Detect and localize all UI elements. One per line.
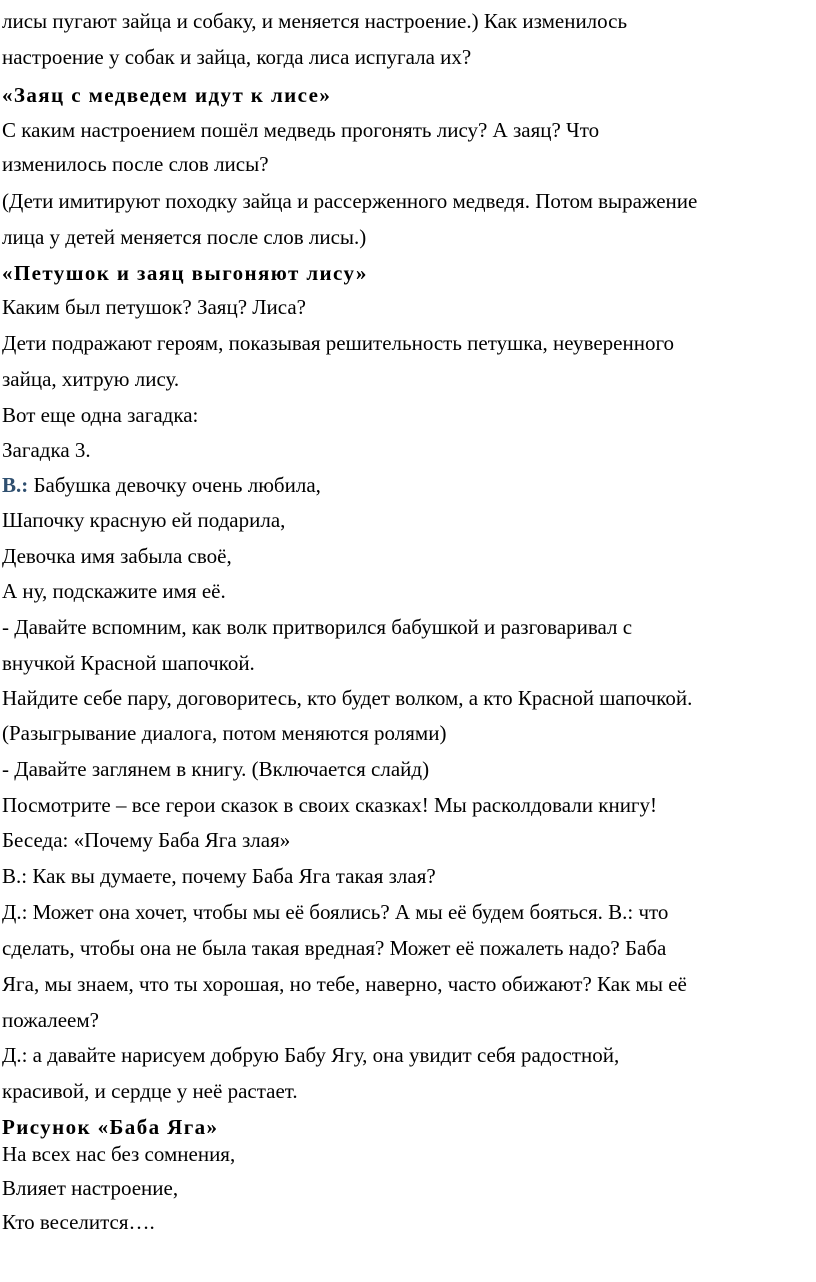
text-line: Вот еще одна загадка: <box>2 403 199 427</box>
text-line: Влияет настроение, <box>2 1176 179 1200</box>
section-heading: Рисунок «Баба Яга» <box>2 1115 219 1139</box>
text-line: На всех нас без сомнения, <box>2 1142 236 1166</box>
text-line: пожалеем? <box>2 1008 99 1032</box>
text-line: С каким настроением пошёл медведь прогонять лису? А заяц? Что <box>2 118 600 142</box>
text-line: настроение у собак и зайца, когда лиса испугала их? <box>2 45 472 69</box>
text-line: В.: Как вы думаете, почему Баба Яга такая злая? <box>2 864 436 888</box>
text-line: - Давайте вспомним, как волк притворился бабушкой и разговаривал с <box>2 615 633 639</box>
text-line: внучкой Красной шапочкой. <box>2 651 255 675</box>
text-line: Каким был петушок? Заяц? Лиса? <box>2 295 306 319</box>
text-line: лица у детей меняется после слов лисы.) <box>2 225 367 249</box>
text-line: Шапочку красную ей подарила, <box>2 508 286 532</box>
speaker-text: Бабушка девочку очень любила, <box>28 473 321 497</box>
text-line: А ну, подскажите имя её. <box>2 579 226 603</box>
text-line: Загадка 3. <box>2 438 91 462</box>
text-line: (Дети имитируют походку зайца и рассерженного медведя. Потом выражение <box>2 189 698 213</box>
text-line: - Давайте заглянем в книгу. (Включается слайд) <box>2 757 430 781</box>
section-heading: «Петушок и заяц выгоняют лису» <box>2 261 368 285</box>
text-line: Д.: а давайте нарисуем добрую Бабу Ягу, она увидит себя радостной, <box>2 1043 620 1067</box>
text-line: Дети подражают героям, показывая решительность петушка, неуверенного <box>2 331 675 355</box>
text-line: сделать, чтобы она не была такая вредная? Может её пожалеть надо? Баба <box>2 936 667 960</box>
text-line: Беседа: «Почему Баба Яга злая» <box>2 828 291 852</box>
text-line: красивой, и сердце у неё растает. <box>2 1079 298 1103</box>
text-line: (Разыгрывание диалога, потом меняются ролями) <box>2 721 447 745</box>
text-line: Яга, мы знаем, что ты хорошая, но тебе, наверно, часто обижают? Как мы её <box>2 972 687 996</box>
speaker-line <box>2 472 321 498</box>
text-line: Девочка имя забыла своё, <box>2 544 232 568</box>
text-line: лисы пугают зайца и собаку, и меняется настроение.) Как изменилось <box>2 9 628 33</box>
text-line: Посмотрите – все герои сказок в своих сказках! Мы расколдовали книгу! <box>2 793 658 817</box>
text-line: Найдите себе пару, договоритесь, кто будет волком, а кто Красной шапочкой. <box>2 686 693 710</box>
text-line: изменилось после слов лисы? <box>2 152 269 176</box>
section-heading: «Заяц с медведем идут к лисе» <box>2 83 332 107</box>
text-line: зайца, хитрую лису. <box>2 367 180 391</box>
text-line: Кто веселится…. <box>2 1210 155 1234</box>
text-line: Д.: Может она хочет, чтобы мы её боялись? А мы её будем бояться. В.: что <box>2 900 669 924</box>
speaker-label: В.: <box>2 473 29 497</box>
